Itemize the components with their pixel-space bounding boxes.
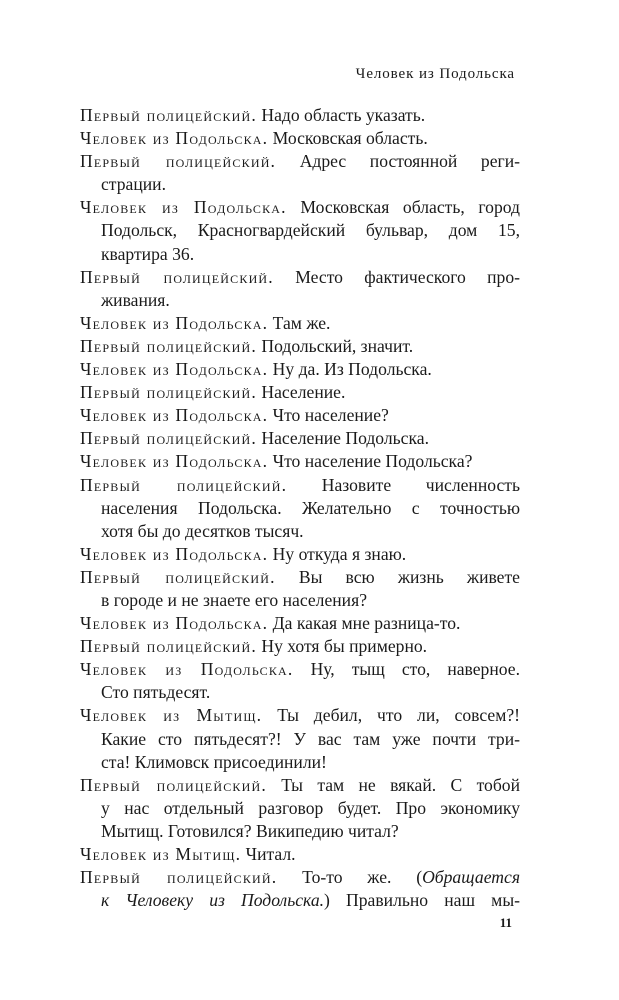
speaker-name: Человек из Подольска.: [80, 659, 294, 680]
replica: [80, 704, 520, 773]
speaker-name: Человек из Подольска.: [80, 405, 269, 426]
text-line: [80, 566, 520, 589]
speaker-name: Первый полицейский.: [80, 266, 274, 287]
speaker-name: Человек из Подольска.: [80, 128, 269, 149]
text-line: Подольск, Красногвардейский бульвар, дом 15,: [101, 220, 520, 241]
text-line: [80, 543, 520, 566]
speaker-name: Первый полицейский.: [80, 428, 257, 449]
replica: [80, 381, 520, 404]
replica-text: Место фактического про-: [273, 266, 521, 287]
replica: [80, 196, 520, 265]
replica: [80, 635, 520, 658]
text-line: хотя бы до десятков тысяч.: [101, 520, 304, 541]
replica: [80, 335, 520, 358]
text-line: Сто пятьдесят.: [101, 682, 211, 703]
text-line: [80, 381, 520, 404]
replica: [80, 658, 520, 704]
speaker-name: Первый полицейский.: [80, 566, 276, 587]
replica-text: Население.: [256, 382, 346, 403]
replica-text: Адрес постоянной реги-: [276, 151, 520, 172]
replica: [80, 150, 520, 196]
replica-text: Ну да. Из Подольска.: [268, 359, 432, 380]
text-line: [80, 450, 520, 473]
replica: [80, 566, 520, 612]
text-line: ста! Климовск присоединили!: [101, 751, 327, 772]
text-line: [80, 612, 520, 635]
replica-text: Подольский, значит.: [256, 335, 414, 356]
replica-text: Ты дебил, что ли, совсем?!: [262, 705, 520, 726]
text-line: [80, 474, 520, 497]
stage-direction: Обращается: [422, 867, 520, 888]
replica: [80, 427, 520, 450]
text-line: [80, 196, 520, 219]
replica: [80, 612, 520, 635]
replica: [80, 312, 520, 335]
speaker-name: Человек из Подольска.: [80, 613, 269, 634]
page-number: 11: [499, 915, 512, 930]
speaker-name: Человек из Подольска.: [80, 451, 269, 472]
replica: [80, 450, 520, 473]
replica-text: Вы всю жизнь живете: [275, 566, 520, 587]
replica: [80, 266, 520, 312]
replica: [80, 774, 520, 843]
text-line: [80, 404, 520, 427]
text-line: Какие сто пятьдесят?! У вас там уже почти три-: [101, 728, 520, 749]
replica-text: Ты там не вякай. С тобой: [266, 774, 520, 795]
text-line: [80, 335, 520, 358]
text-line: [80, 127, 520, 150]
replica-text: Московская область, город: [286, 197, 520, 218]
replica-text: Назовите численность: [287, 474, 520, 495]
text-line: [80, 358, 520, 381]
speaker-name: Первый полицейский.: [80, 382, 257, 403]
text-line: [80, 774, 520, 797]
replica: [80, 474, 520, 543]
text-line: живания.: [101, 289, 170, 310]
text-line: [80, 843, 520, 866]
text-line: Мытищ. Готовился? Википедию читал?: [101, 820, 399, 841]
text-line: у нас отдельный разговор будет. Про экономику: [101, 797, 520, 818]
running-title: Человек из Подольска: [355, 66, 515, 82]
replica-text: Ну, тыщ сто, наверное.: [293, 659, 520, 680]
text-line: в городе и не знаете его населения?: [101, 589, 368, 610]
replica: [80, 866, 520, 912]
speaker-name: Первый полицейский.: [80, 151, 277, 172]
text-line: населения Подольска. Желательно с точностью: [101, 497, 520, 518]
text-line: квартира 36.: [101, 243, 195, 264]
speaker-name: Первый полицейский.: [80, 774, 267, 795]
replica: [80, 358, 520, 381]
replica-text: Что население?: [268, 405, 389, 426]
replica-text: Ну откуда я знаю.: [268, 543, 407, 564]
text-line: [80, 312, 520, 335]
replica: [80, 843, 520, 866]
text-line: [80, 635, 520, 658]
replica: [80, 104, 520, 127]
play-text: [80, 104, 520, 912]
replica-text: Что население Подольска?: [268, 451, 473, 472]
text-line: [80, 104, 520, 127]
replica-text: Да какая мне разница-то.: [268, 613, 461, 634]
replica-text: ): [324, 890, 330, 911]
text-line: [80, 658, 520, 681]
replica-text: Читал.: [241, 844, 296, 864]
replica-text: Ну хотя бы примерно.: [256, 636, 428, 657]
replica-text: То-то же. (: [277, 867, 423, 888]
replica: [80, 404, 520, 427]
text-line: [80, 889, 520, 912]
speaker-name: Человек из Подольска.: [80, 543, 269, 564]
speaker-name: Первый полицейский.: [80, 636, 257, 657]
replica: [80, 127, 520, 150]
speaker-name: Первый полицейский.: [80, 105, 257, 125]
text-line: страции.: [101, 174, 166, 195]
speaker-name: Первый полицейский.: [80, 867, 278, 888]
speaker-name: Человек из Подольска.: [80, 312, 269, 333]
replica-text: Там же.: [268, 312, 331, 333]
speaker-name: Человек из Мытищ.: [80, 844, 242, 864]
stage-direction: к Человеку из Подольска.: [101, 890, 325, 911]
replica: [80, 543, 520, 566]
text-line: [80, 150, 520, 173]
speaker-name: Первый полицейский.: [80, 335, 257, 356]
replica-text: Население Подольска.: [256, 428, 429, 449]
speaker-name: Человек из Мытищ.: [80, 705, 263, 726]
replica-text: Правильно наш мы-: [346, 890, 520, 911]
text-line: [80, 866, 520, 889]
text-line: [80, 266, 520, 289]
speaker-name: Первый полицейский.: [80, 474, 288, 495]
text-line: [80, 427, 520, 450]
speaker-name: Человек из Подольска.: [80, 359, 269, 380]
text-line: [80, 704, 520, 727]
speaker-name: Человек из Подольска.: [80, 197, 287, 218]
replica-text: Надо область указать.: [256, 105, 426, 125]
replica-text: Московская область.: [268, 128, 428, 149]
